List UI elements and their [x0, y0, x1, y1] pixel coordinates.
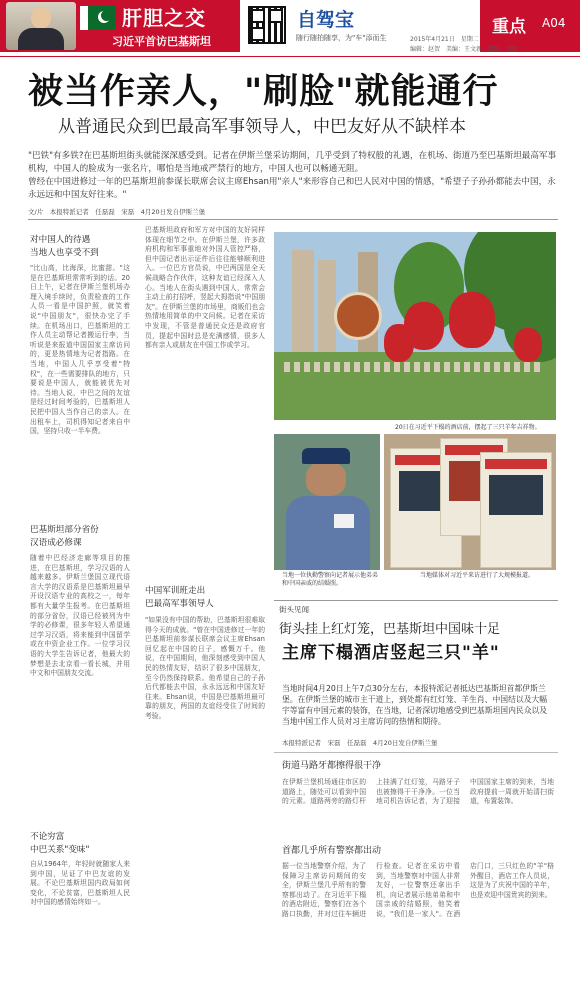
banner-portrait-photo: [6, 2, 76, 50]
byline-divider: [28, 219, 558, 220]
qr-code-icon: [248, 6, 286, 44]
story-subheading: 街道马路牙都擦得很干净: [282, 761, 382, 771]
column-subheading: 对中国人的待遇 当地人也享受不到: [30, 235, 99, 258]
hotel-sheep-photo: [274, 232, 556, 420]
paper-logo: 齐鲁晚报: [530, 32, 570, 43]
editor-credits: 编辑：赵贺 美编：王文新 组版：刘艳: [410, 46, 519, 53]
article-byline: 文/片 本报特派记者 任磊磊 宋磊 4月20日发自伊斯兰堡: [28, 208, 206, 216]
section-name: 重点: [492, 17, 526, 37]
column-subheading: 中国军训班走出 巴最高军事领导人: [145, 586, 214, 609]
page-subhead: 从普通民众到巴最高军事领导人，中巴友好从不缺样本: [58, 117, 466, 137]
newspapers-photo: [384, 434, 556, 570]
story-subheading: 首都几乎所有警察都出动: [282, 846, 382, 856]
page-headline: 被当作亲人，"刷脸"就能通行: [28, 72, 499, 112]
column-text: "比山高，比海深，比蜜甜。"这是在巴基斯坦常常听到的话。20日上午，记者在伊斯兰堡机场办理入境手续时，负责检查的工作人员一看是中国护照，就笑着说"中国朋友"，很快办完了手续。在机场出口，巴基斯坦的工作人员主动帮记者搬运行李，当听说是来报道中国国家主席访问的，更是热情地为记者指路。在当地，中国人几乎享受着"特权"，在一些需要排队的地方，只要说是中国人，就能被优先对待。当地人说，中巴之间的友谊是经过时间考验的，巴基斯坦人民把中国人当作自己的亲人。在出租车上，司机得知记者来自中国，坚持只收一半车费。: [30, 264, 130, 436]
story-text: 据一位当地警察介绍，为了保障习主席访问期间的安全，伊斯兰堡几乎所有的警察都出动了。在习近平下榻的酒店附近，警察们在各个路口执勤，并对过往车辆进行检查。记者在采访中看到，当地警察对中国人非常友好，一位警察还拿出手机，向记者展示他弟弟和中国亲戚的结婚照，他笑着说，"我们是一家人"。在酒店门口，三只红色的"羊"格外醒目，酒店工作人员说，这是为了庆祝中国的羊年，也是欢迎中国贵宾的到来。: [282, 862, 554, 918]
column-text: 自从1964年，年轻时就随家人来到中国，见证了中巴友谊的发展。不论巴基斯坦国内政局如何变化，不论贫富，巴基斯坦人民对中国的感情始终如一。: [30, 860, 130, 907]
photo-caption: 20日在习近平下榻的酒店前，摆起了三只羊年吉祥物。: [395, 424, 541, 431]
story-divider: [274, 600, 558, 601]
column-text: 随着中巴经济走廊等项目的推进，在巴基斯坦，学习汉语的人越来越多。伊斯兰堡国立现代语言大学的汉语系是巴基斯坦最早开设汉语专业的高校之一，每年都有大量学生报考。在巴基斯坦的部分省份，汉语已经被列为中学的必修课，很多年轻人希望通过学习汉语，将来能到中国留学或在中资企业工作。一位学习汉语的大学生告诉记者，他最大的梦想是去北京看一看长城，并用中文和中国朋友交流。: [30, 554, 130, 678]
brand-tagline: 随行随拍随享，为"车"添而生: [296, 34, 387, 42]
police-officer-photo: [274, 434, 380, 570]
photo-caption: 当地媒体对习近平来访进行了大规模报道。: [420, 572, 535, 579]
column-text: "如果没有中国的帮助，巴基斯坦很难取得今天的成就。"曾在中国进修过一年的巴基斯坦前参谋长联席会议主席Ehsan回忆起在中国的日子，感慨万千。他说，在中国期间，他深刻感受到中国人民的热情友好，结识了很多中国朋友，至今仍然保持联系。他希望自己的子孙后代都能去中国，永永远远和中国友好往来。Ehsan说，中国是巴基斯坦最可靠的朋友，两国的友谊经受住了时间的考验。: [145, 616, 265, 720]
pakistan-flag-icon: [80, 6, 116, 30]
lead-paragraph-2: 曾经在中国进修过一年的巴基斯坦前参谋长联席会议主席Ehsan用"亲人"来形容自己和巴人民对中国的情感，"希望子子孙孙都能去中国，永永远远和中国友好往来。": [28, 177, 556, 200]
banner-subtitle: 习近平首访巴基斯坦: [112, 35, 211, 48]
story-text: 在伊斯兰堡机场通往市区的道路上，随处可以看到中国的元素。道路两旁的路灯杆上挂满了红灯笼，马路牙子也被擦得干干净净。一位当地司机告诉记者，为了迎接中国国家主席的到来，当地政府提前一周就开始清扫街道，布置装饰。: [282, 778, 554, 806]
page-number: A04: [542, 16, 566, 30]
date-line: 2015年4月21日 星期二: [410, 36, 479, 43]
story-section-label: 街头见闻: [279, 605, 309, 614]
column-subheading: 不论穷富 中巴关系"变味": [30, 832, 90, 855]
story-title: 主席下榻酒店竖起三只"羊": [282, 643, 500, 663]
photo-caption: 当地一位执勤警察向记者展示他弟弟和中国亲戚的结婚照。: [282, 572, 379, 587]
column-subheading: 巴基斯坦部分省份 汉语成必修课: [30, 525, 99, 548]
story-byline-divider: [274, 752, 558, 753]
story-lead: 当地时间4月20日上午7点30分左右，本报特派记者抵达巴基斯坦首都伊斯兰堡。在伊斯兰堡的城市主干道上，到处都有红灯笼、羊生肖、中国结以及大幅宇等富有中国元素的装饰，在当地，记者深切地感受到巴基斯坦国内民众以及当地中国工作人员对习主席访问的热情和期待。: [282, 684, 548, 726]
masthead-divider: [0, 56, 580, 57]
banner-title: 肝胆之交: [122, 6, 206, 30]
story-kicker: 街头挂上红灯笼，巴基斯坦中国味十足: [279, 622, 501, 637]
lead-paragraph: "巴铁"有多铁?在巴基斯坦街头就能深深感受到。记者在伊斯兰堡采访期间，几乎受到了特权般的礼遇，在机场、街道乃至巴基斯坦最高军事机构，中国人的脸成为一张名片，哪怕是当地戒严禁行的地方，中国人也可以畅通无阻。: [28, 151, 557, 174]
column-text: 巴基斯坦政府和军方对中国的友好同样体现在细节之中。在伊斯兰堡，许多政府机构和军事重地对外国人管控严格，但中国记者出示证件后往往能够顺利进入。一位巴方官员说，中巴两国是全天候战略合作伙伴，这种友谊已经深入人心。当地人在街头遇到中国人，常常会主动上前打招呼，竖起大拇指说"中国朋友"。在伊斯兰堡的市场里，商贩们也会热情地用简单的中文问候。记者在采访中发现，不管是普通民众还是政府官员，提起中国时总是充满感情，很多人都有亲人或朋友在中国工作或学习。: [145, 226, 265, 350]
brand-name: 自驾宝: [297, 9, 355, 31]
story-byline: 本报特派记者 宋磊 任磊磊 4月20日发自伊斯兰堡: [282, 739, 438, 747]
